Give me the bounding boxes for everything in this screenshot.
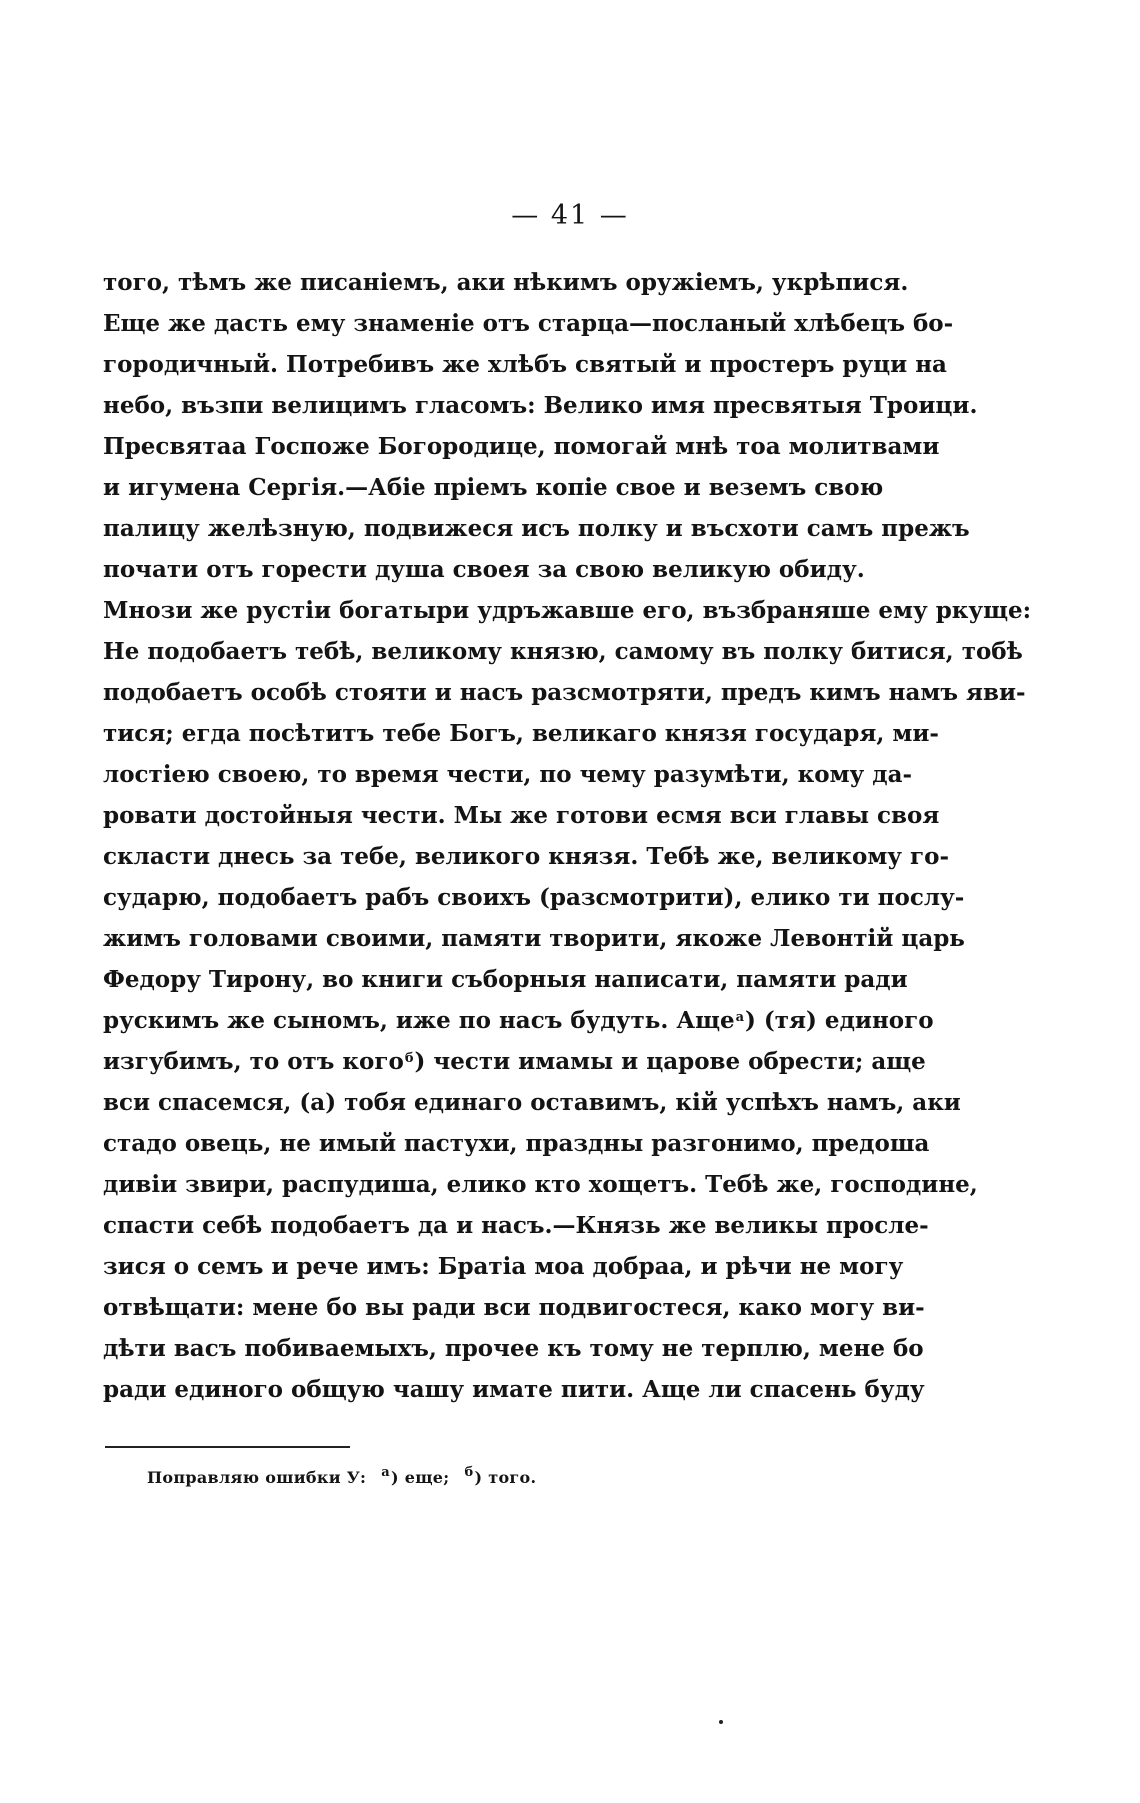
- text-line: дивіи звири, распудиша, елико кто хощетъ. Тебѣ же, господине,: [103, 1171, 978, 1198]
- text-line: спасти себѣ подобаетъ да и насъ.—Князь же великы прослe-: [103, 1212, 929, 1239]
- ink-speck: [719, 1720, 723, 1724]
- text-line: подобаетъ особѣ стояти и насъ разсмотряти, предъ кимъ намъ яви-: [103, 679, 1026, 706]
- text-line: вси спасемся, (а) тобя единаго оставимъ, кій успѣхъ намъ, аки: [103, 1089, 961, 1116]
- footnote-reference-mark: а: [735, 1009, 745, 1025]
- text-line: отвѣщати: мене бо вы ради вси подвигостеся, како могу ви-: [103, 1294, 925, 1321]
- body-text: [103, 262, 1032, 1410]
- text-line: лостіею своею, то время чести, по чему разумѣти, кому да-: [103, 761, 913, 788]
- text-line: сударю, подобаетъ рабъ своихъ (разсмотрити), елико ти послу-: [103, 884, 965, 911]
- footnote-b-text: ) того.: [474, 1468, 537, 1487]
- text-line: стадо овець, не имый пастухи, праздны разгонимо, предоша: [103, 1130, 930, 1157]
- footnote-mark-a: а: [381, 1464, 390, 1480]
- text-line: Пресвятаа Госпоже Богородице, помогай мнѣ тоа молитвами: [103, 433, 940, 460]
- text-line: небо, възпи велицимъ гласомъ: Велико имя пресвятыя Троици.: [103, 392, 978, 419]
- footnote-a-text: ) еще;: [390, 1468, 450, 1487]
- text-line: почати отъ горести душа своея за свою великую обиду.: [103, 556, 865, 583]
- text-line: Федору Тирону, во книги съборныя написати, памяти ради: [103, 966, 908, 993]
- text-line: палицу желѣзную, подвижеся исъ полку и въсхоти самъ прежъ: [103, 515, 970, 542]
- text-line: тися; егда посѣтитъ тебе Богъ, великаго князя государя, ми-: [103, 720, 939, 747]
- text-line: и игумена Сергія.—Абіе пріемъ копіе свое и веземъ свою: [103, 474, 884, 501]
- footnote-mark-b: б: [464, 1464, 474, 1480]
- text-line: ровати достойныя чести. Мы же готови есмя вси главы своя: [103, 802, 940, 829]
- text-line: скласти днесь за тебе, великого князя. Тебѣ же, великому го-: [103, 843, 950, 870]
- text-line: изгубимъ, то отъ кого$^б$) чести имамы и царове обрести; аще: [103, 1048, 926, 1075]
- text-line: Мнози же рустіи богатыри удръжавше его, възбраняше ему ркуще:: [103, 597, 1032, 624]
- footnote: [147, 1464, 537, 1487]
- text-line: городичный. Потребивъ же хлѣбъ святый и простеръ руци на: [103, 351, 947, 378]
- footnote-label: Поправляю ошибки У:: [147, 1468, 367, 1487]
- text-line: рускимъ же сыномъ, иже по насъ будуть. Аще$^а$) (тя) единого: [103, 1007, 934, 1034]
- text-line: Еще же дасть ему знаменіе отъ старца—посланый хлѣбецъ бо-: [103, 310, 954, 337]
- text-line: ради единого общую чашу имате пити. Аще ли спасень буду: [103, 1376, 925, 1403]
- text-line: зися о семъ и рече имъ: Братіа моа добраа, и рѣчи не могу: [103, 1253, 904, 1280]
- footnote-reference-mark: б: [404, 1050, 414, 1066]
- text-line: Не подобаетъ тебѣ, великому князю, самому въ полку битися, тобѣ: [103, 638, 1023, 665]
- text-line: того, тѣмъ же писаніемъ, аки нѣкимъ оружіемъ, укрѣпися.: [103, 269, 909, 296]
- text-line: жимъ головами своими, памяти творити, якоже Левонтій царь: [103, 925, 965, 952]
- footnote-rule: [105, 1446, 350, 1448]
- text-line: дѣти васъ побиваемыхъ, прочее къ тому не терплю, мене бо: [103, 1335, 924, 1362]
- page-number: — 41 —: [511, 200, 629, 231]
